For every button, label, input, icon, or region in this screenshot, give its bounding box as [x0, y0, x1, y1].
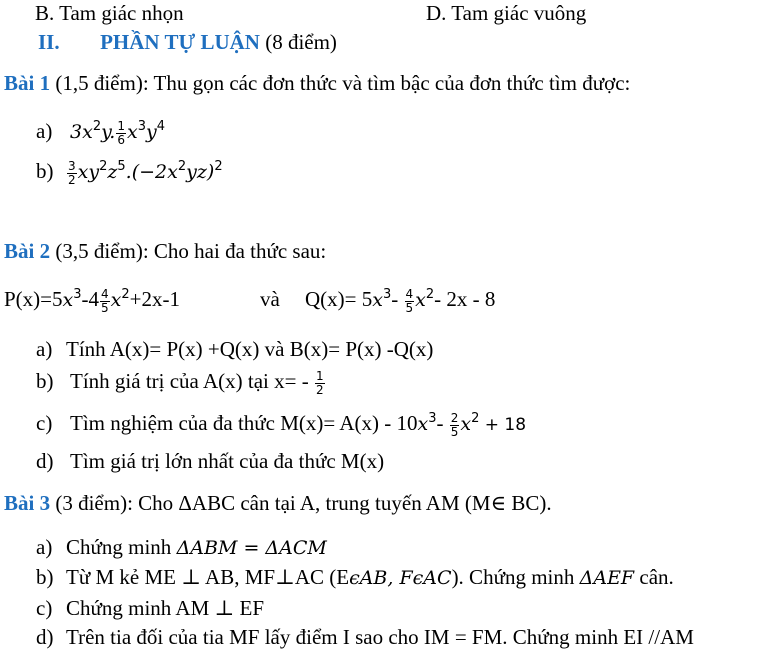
item-label: a) — [36, 119, 53, 143]
fraction: $\frac{1}{2}$ — [315, 368, 324, 397]
polynomial-p: $P(x)=5x^3-4$ $\frac{4}{5}$ $x^2+2x-1$ — [4, 286, 180, 315]
fraction: $\frac{3}{2}$ — [68, 158, 76, 187]
item-label: b) — [36, 565, 54, 589]
polynomial-q: $Q(x)= 5x^3-$ $\frac{4}{5}$ $x^2-$ 2x - 8 — [305, 286, 496, 315]
fraction: $\frac{4}{5}$ — [101, 286, 109, 315]
bai2-label: Bài 2 — [4, 239, 51, 263]
bai2-item-d: d) Tìm giá trị lớn nhất của đa thức M(x) — [36, 449, 385, 473]
bai2-heading — [4, 239, 326, 263]
bai1-prompt: (1,5 điểm): Thu gọn các đơn thức và tìm bậc của đơn thức tìm được: — [55, 71, 631, 95]
item-label: d) — [36, 449, 54, 473]
bai3-item-b: b) Từ M kẻ ME ⊥ AB, MF⊥AC (EϵAB, FϵAC). Chứng minh ΔAEF cân. — [36, 565, 674, 589]
fraction: $\frac{4}{5}$ — [405, 286, 414, 315]
item-label: b) — [36, 159, 54, 183]
bai2-prompt: (3,5 điểm): Cho hai đa thức sau: — [55, 239, 327, 263]
bai2-item-b: b) Tính giá trị của A(x) tại x= - $\frac{1}{2}$ — [36, 368, 324, 397]
expression: $3x^2y$. $\frac{1}{6}$ $x^3y^4$ — [70, 118, 165, 147]
bai3-item-c: c) Chứng minh AM ⊥ EF — [36, 596, 264, 620]
bai3-heading — [4, 491, 552, 515]
conjunction: và — [260, 287, 280, 311]
section-heading — [38, 30, 337, 54]
bai3-prompt: (3 điểm): Cho ΔABC cân tại A, trung tuyến AM (M∈ BC). — [55, 491, 552, 515]
fraction: $\frac{2}{5}$ — [450, 410, 459, 439]
bai2-item-a: a) Tính A(x)= P(x) +Q(x) và B(x)= P(x) -Q(x) — [36, 337, 434, 361]
fraction: $\frac{1}{6}$ — [117, 118, 125, 147]
bai3-item-d: d) Trên tia đối của tia MF lấy điểm I sao cho IM = FM. Chứng minh EI //AM — [36, 625, 694, 649]
section-number: II. — [38, 30, 60, 54]
bai1-label: Bài 1 — [4, 71, 51, 95]
expression: $\frac{3}{2}$ $xy^2z^5.(-2x^2yz)^2$ — [68, 158, 223, 187]
item-label: c) — [36, 411, 53, 435]
item-label: c) — [36, 596, 53, 620]
bai3-label: Bài 3 — [4, 491, 51, 515]
bai1-item-b — [36, 159, 223, 187]
bai2-item-c: c) Tìm nghiệm của đa thức $M(x)= A(x) - 10x^3-$ $\frac{2}{5}$ $x^2 + 18$ — [36, 410, 527, 439]
bai1-heading — [4, 71, 630, 95]
option-d: D. Tam giác vuông — [426, 1, 587, 25]
item-label: b) — [36, 369, 54, 393]
section-points: (8 điểm) — [265, 30, 337, 54]
bai3-item-a: a) Chứng minh ΔABM = ΔACM — [36, 535, 327, 559]
option-b: B. Tam giác nhọn — [35, 1, 184, 25]
item-label: a) — [36, 535, 53, 559]
item-label: d) — [36, 625, 54, 649]
bai1-item-a — [36, 119, 165, 147]
section-title: PHẦN TỰ LUẬN — [100, 30, 260, 54]
item-label: a) — [36, 337, 53, 361]
